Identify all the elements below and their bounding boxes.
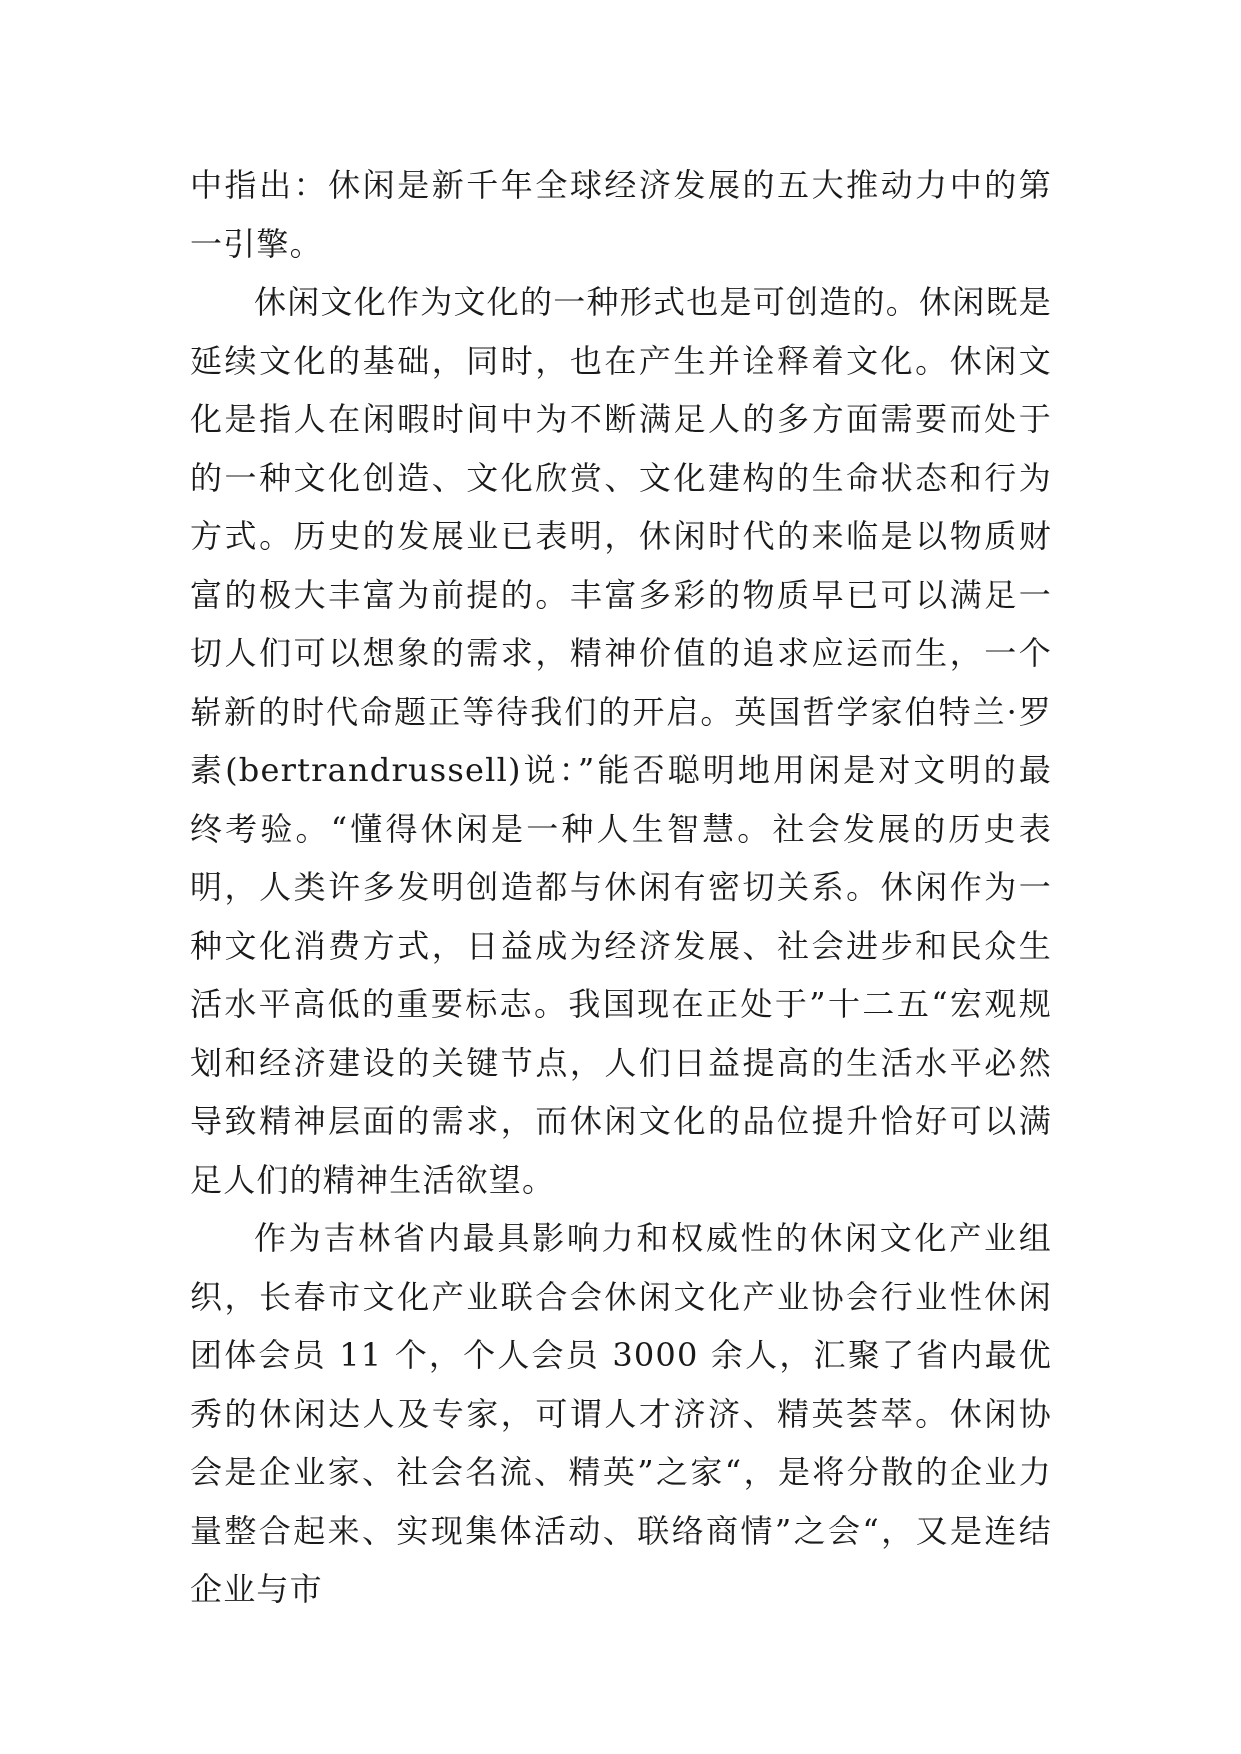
paragraph-1: 中指出：休闲是新千年全球经济发展的五大推动力中的第一引擎。 — [190, 166, 1052, 263]
paragraph-3: 作为吉林省内最具影响力和权威性的休闲文化产业组织，长春市文化产业联合会休闲文化产业协会行业性休闲团体会员 11 个，个人会员 3000 余人，汇聚了省内最优秀的休闲达人及专家，可谓人才济济、精英荟萃。休闲协会是企业家、社会名流、精英”之家“，是将分散的企业力量整合起来、实现集体活动、联络商情”之会“，又是连结企业与市 — [190, 1219, 1052, 1608]
paragraph-2: 休闲文化作为文化的一种形式也是可创造的。休闲既是延续文化的基础，同时，也在产生并诠释着文化。休闲文化是指人在闲暇时间中为不断满足人的多方面需要而处于的一种文化创造、文化欣赏、文化建构的生命状态和行为方式。历史的发展业已表明，休闲时代的来临是以物质财富的极大丰富为前提的。丰富多彩的物质早已可以满足一切人们可以想象的需求，精神价值的追求应运而生，一个崭新的时代命题正等待我们的开启。英国哲学家伯特兰·罗素(bertrandrussell)说：”能否聪明地用闲是对文明的最终考验。“懂得休闲是一种人生智慧。社会发展的历史表明，人类许多发明创造都与休闲有密切关系。休闲作为一种文化消费方式，日益成为经济发展、社会进步和民众生活水平高低的重要标志。我国现在正处于”十二五“宏观规划和经济建设的关键节点，人们日益提高的生活水平必然导致精神层面的需求，而休闲文化的品位提升恰好可以满足人们的精神生活欲望。 — [190, 283, 1052, 1199]
body-text — [190, 156, 1052, 1619]
